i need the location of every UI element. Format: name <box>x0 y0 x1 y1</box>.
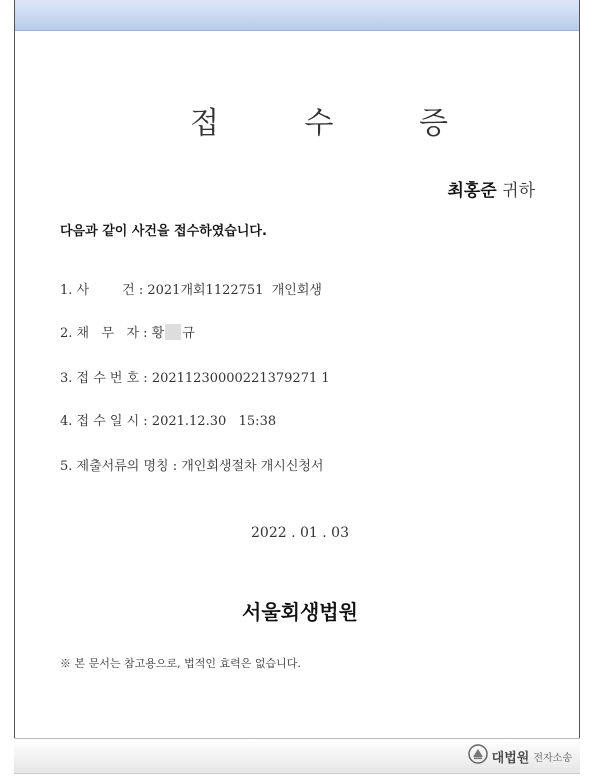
item-case <box>60 279 322 298</box>
intro-text: 다음과 같이 사건을 접수하였습니다. <box>60 224 267 239</box>
item-debtor <box>60 322 195 341</box>
court-name: 서울회생법원 <box>242 600 358 624</box>
item-receipt-datetime <box>60 410 276 429</box>
disclaimer-note: ※ 본 문서는 참고용으로, 법적인 효력은 없습니다. <box>60 657 301 670</box>
item-receipt-datetime-value: 2021.12.30 15:38 <box>151 414 277 429</box>
item-receipt-datetime-label: 4. 접 수 일 시 : <box>60 414 152 429</box>
recipient-name: 최홍준 <box>447 181 497 201</box>
recipient-suffix: 귀하 <box>502 181 535 201</box>
item-document-name-label: 5. 제출서류의 명칭 : <box>60 459 182 474</box>
footer-brand <box>468 745 572 767</box>
item-debtor-value-prefix: 황 <box>151 326 165 341</box>
item-debtor-label: 2. 채 무 자 : <box>60 326 152 341</box>
redaction-mask <box>165 324 181 340</box>
brand-main: 대법원 <box>491 750 530 766</box>
recipient <box>447 176 535 201</box>
item-receipt-number-value: 20211230000221379271 1 <box>151 371 330 386</box>
item-case-value: 2021개회1122751 개인회생 <box>147 283 322 298</box>
issue-date: 2022 . 01 . 03 <box>251 525 349 541</box>
item-receipt-number-label: 3. 접 수 번 호 : <box>60 371 152 386</box>
court-emblem-icon <box>468 744 488 768</box>
item-document-name <box>60 455 324 474</box>
item-document-name-value: 개인회생절차 개시신청서 <box>181 459 324 474</box>
document-title: 접 수 증 <box>189 106 486 141</box>
item-debtor-value-suffix: 규 <box>182 326 195 341</box>
item-case-label: 1. 사 건 : <box>60 283 148 298</box>
brand-sub: 전자소송 <box>533 752 572 764</box>
item-receipt-number <box>60 367 330 386</box>
